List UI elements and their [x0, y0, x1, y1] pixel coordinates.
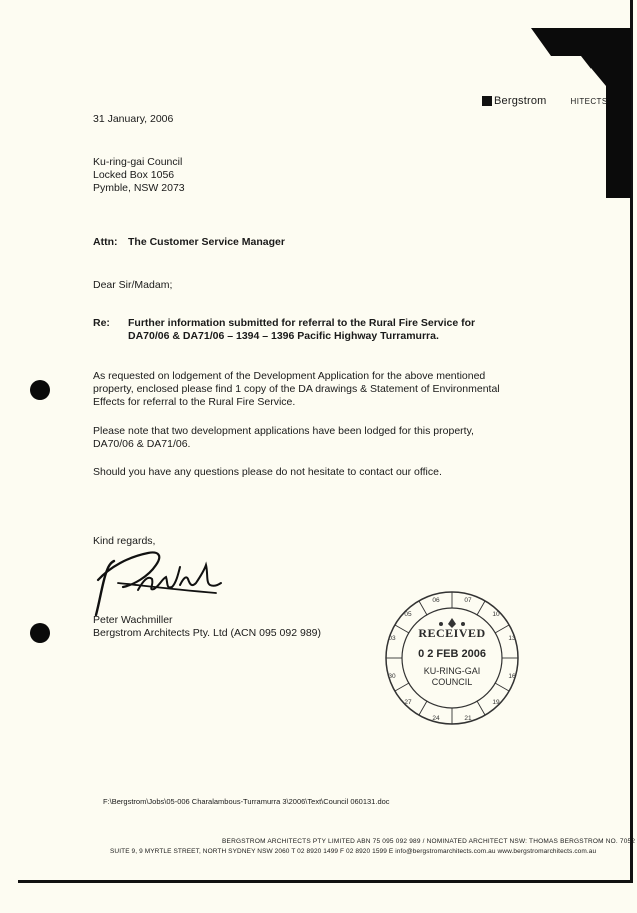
svg-text:19: 19 — [492, 699, 500, 706]
letter-date: 31 January, 2006 — [93, 113, 174, 125]
handwritten-signature — [88, 545, 223, 620]
svg-text:03: 03 — [388, 635, 396, 642]
logo-suffix: HITECTS — [570, 96, 608, 106]
para1-line-2: property, enclosed please find 1 copy of the DA drawings & Statement of Environmental — [93, 383, 500, 395]
logo-mark-icon — [482, 96, 492, 106]
closing: Kind regards, — [93, 535, 156, 547]
stamp-org-line-1: KU-RING-GAI — [423, 666, 481, 676]
salutation: Dear Sir/Madam; — [93, 279, 173, 291]
signatory-name: Peter Wachmiller — [93, 614, 173, 626]
footer-company-line: BERGSTROM ARCHITECTS PTY LIMITED ABN 75 095 092 989 / NOMINATED ARCHITECT NSW: THOMAS BERGSTROM NO. 7052 — [222, 838, 636, 845]
bottom-border-line — [18, 880, 633, 883]
stamp-org-line-2: COUNCIL — [431, 677, 473, 687]
para1-line-3: Effects for referral to the Rural Fire Service. — [93, 396, 296, 408]
address-line-3: Pymble, NSW 2073 — [93, 182, 185, 194]
re-label: Re: — [93, 317, 110, 329]
para2-line-2: DA70/06 & DA71/06. — [93, 438, 191, 450]
para1-line-1: As requested on lodgement of the Development Application for the above mentioned — [93, 370, 486, 382]
svg-text:13: 13 — [508, 635, 516, 642]
svg-text:06: 06 — [432, 597, 440, 604]
logo-name: Bergstrom — [494, 95, 547, 107]
address-line-1: Ku-ring-gai Council — [93, 156, 183, 168]
signatory-company: Bergstrom Architects Pty. Ltd (ACN 095 092 989) — [93, 627, 321, 639]
para2-line-1: Please note that two development applications have been lodged for this property, — [93, 425, 474, 437]
punch-hole-lower — [30, 623, 50, 643]
svg-text:05: 05 — [404, 611, 412, 618]
body-paragraph-1 — [93, 370, 533, 409]
attn-label: Attn: — [93, 236, 118, 248]
re-subject-line-1: Further information submitted for referral to the Rural Fire Service for — [128, 317, 476, 329]
attn-value: The Customer Service Manager — [128, 236, 285, 248]
svg-text:16: 16 — [508, 673, 516, 680]
letterhead-corner-mark — [531, 28, 631, 198]
body-paragraph-3: Should you have any questions please do not hesitate to contact our office. — [93, 466, 442, 478]
address-line-2: Locked Box 1056 — [93, 169, 175, 181]
received-stamp — [378, 588, 526, 728]
svg-text:10: 10 — [492, 611, 500, 618]
svg-text:27: 27 — [404, 699, 412, 706]
stamp-title: RECEIVED — [418, 626, 486, 640]
company-logo — [482, 95, 608, 107]
punch-hole-upper — [30, 380, 50, 400]
svg-text:07: 07 — [464, 597, 472, 604]
re-subject — [128, 317, 528, 343]
body-paragraph-2 — [93, 425, 533, 451]
svg-text:21: 21 — [464, 715, 472, 722]
file-path: F:\Bergstrom\Jobs\05-006 Charalambous-Turramurra 3\2006\Text\Council 060131.doc — [103, 797, 390, 806]
svg-text:30: 30 — [388, 673, 396, 680]
re-subject-line-2: DA70/06 & DA71/06 – 1394 – 1396 Pacific Highway Turramurra. — [128, 330, 439, 342]
stamp-date: 0 2 FEB 2006 — [418, 648, 486, 660]
svg-text:24: 24 — [432, 715, 440, 722]
footer-contact-line: SUITE 9, 9 MYRTLE STREET, NORTH SYDNEY NSW 2060 T 02 8920 1499 F 02 8920 1599 E info@bergstromarchitects.com.au www.bergstromarchitects.com.au — [110, 848, 597, 855]
